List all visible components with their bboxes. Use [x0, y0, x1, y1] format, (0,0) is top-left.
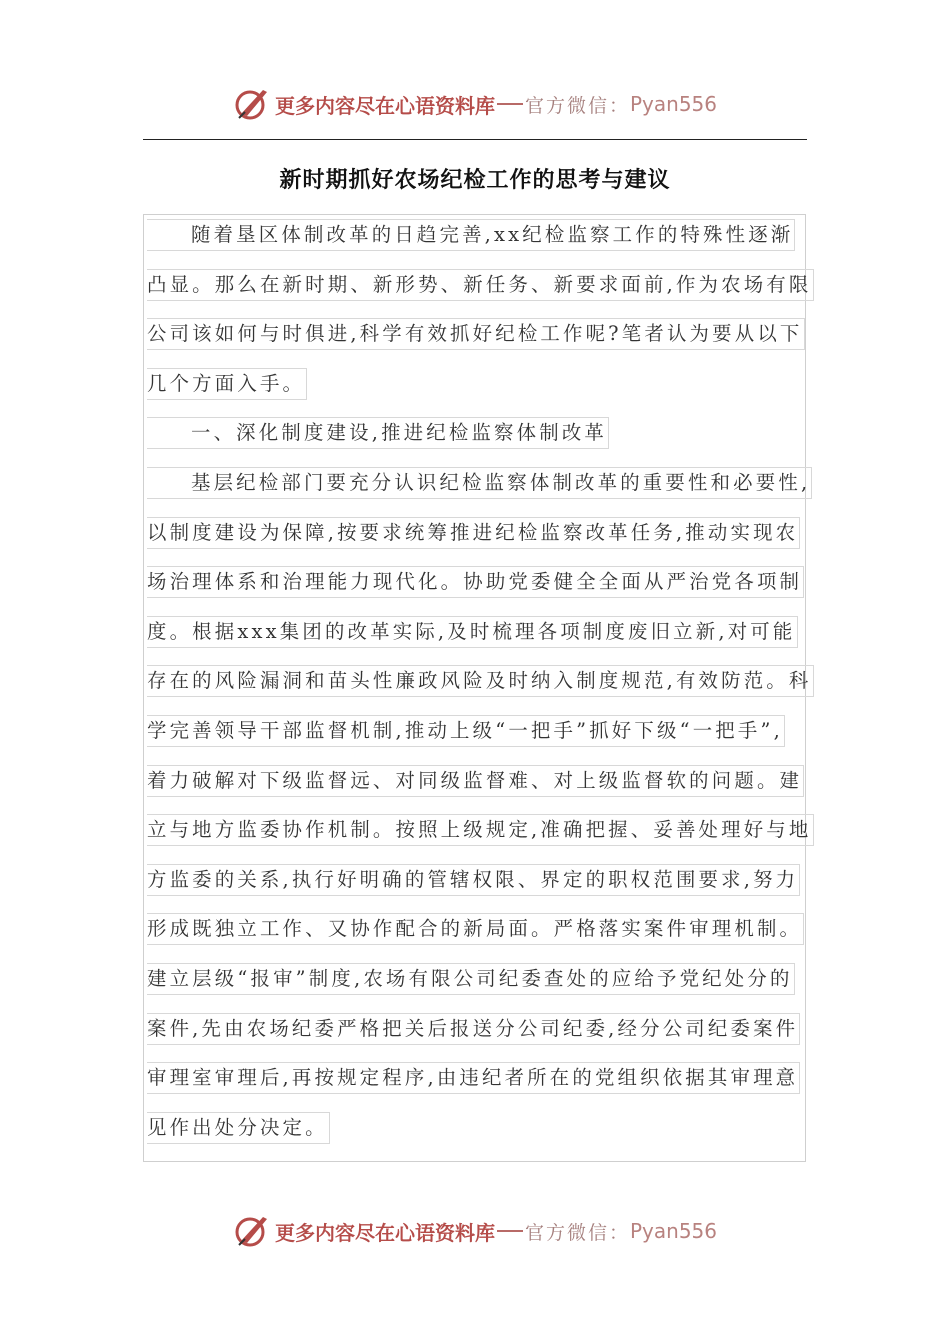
- watermark-brand-text: 更多内容尽在心语资料库: [274, 1220, 495, 1245]
- text-line: 凸显。那么在新时期、新形势、新任务、新要求面前,作为农场有限: [147, 269, 817, 319]
- text-line: 度。根据xxx集团的改革实际,及时梳理各项制度废旧立新,对可能: [147, 616, 817, 666]
- text-line: 公司该如何与时俱进,科学有效抓好纪检工作呢?笔者认为要从以下: [147, 318, 817, 368]
- section-heading: 一、深化制度建设,推进纪检监察体制改革: [147, 417, 817, 467]
- text-line: 以制度建设为保障,按要求统筹推进纪检监察改革任务,推动实现农: [147, 517, 817, 567]
- watermark-dash: [497, 103, 523, 105]
- document-body: [147, 219, 817, 1161]
- text-line: 形成既独立工作、又协作配合的新局面。严格落实案件审理机制。: [147, 913, 817, 963]
- text-line: 审理室审理后,再按规定程序,由违纪者所在的党组织依据其审理意: [147, 1062, 817, 1112]
- watermark-dash: [497, 1230, 523, 1232]
- footer-watermark: [0, 1209, 950, 1253]
- watermark-label-text: 官方微信：: [524, 94, 630, 117]
- text-line: 存在的风险漏洞和苗头性廉政风险及时纳入制度规范,有效防范。科: [147, 665, 817, 715]
- text-line: 学完善领导干部监督机制,推动上级“一把手”抓好下级“一把手”,: [147, 715, 817, 765]
- quill-pen-logo-icon: [233, 1211, 273, 1251]
- text-line: 着力破解对下级监督远、对同级监督难、对上级监督软的问题。建: [147, 765, 817, 815]
- watermark-id-text: Pyan556: [630, 1219, 718, 1243]
- watermark-brand-text: 更多内容尽在心语资料库: [274, 93, 495, 118]
- quill-pen-logo-icon: [233, 84, 273, 124]
- text-line: 场治理体系和治理能力现代化。协助党委健全全面从严治党各项制: [147, 566, 817, 616]
- text-line: 见作出处分决定。: [147, 1112, 817, 1162]
- text-line: 立与地方监委协作机制。按照上级规定,准确把握、妥善处理好与地: [147, 814, 817, 864]
- text-line: 几个方面入手。: [147, 368, 817, 418]
- header-watermark: [0, 82, 950, 126]
- document-title: 新时期抓好农场纪检工作的思考与建议: [279, 167, 671, 193]
- text-line: 基层纪检部门要充分认识纪检监察体制改革的重要性和必要性,: [147, 467, 817, 517]
- header-divider: [143, 139, 807, 140]
- watermark-id-text: Pyan556: [630, 92, 718, 116]
- text-line: 建立层级“报审”制度,农场有限公司纪委查处的应给予党纪处分的: [147, 963, 817, 1013]
- text-line: 随着垦区体制改革的日趋完善,xx纪检监察工作的特殊性逐渐: [147, 219, 817, 269]
- watermark-label-text: 官方微信：: [524, 1221, 630, 1244]
- text-line: 案件,先由农场纪委严格把关后报送分公司纪委,经分公司纪委案件: [147, 1013, 817, 1063]
- text-line: 方监委的关系,执行好明确的管辖权限、界定的职权范围要求,努力: [147, 864, 817, 914]
